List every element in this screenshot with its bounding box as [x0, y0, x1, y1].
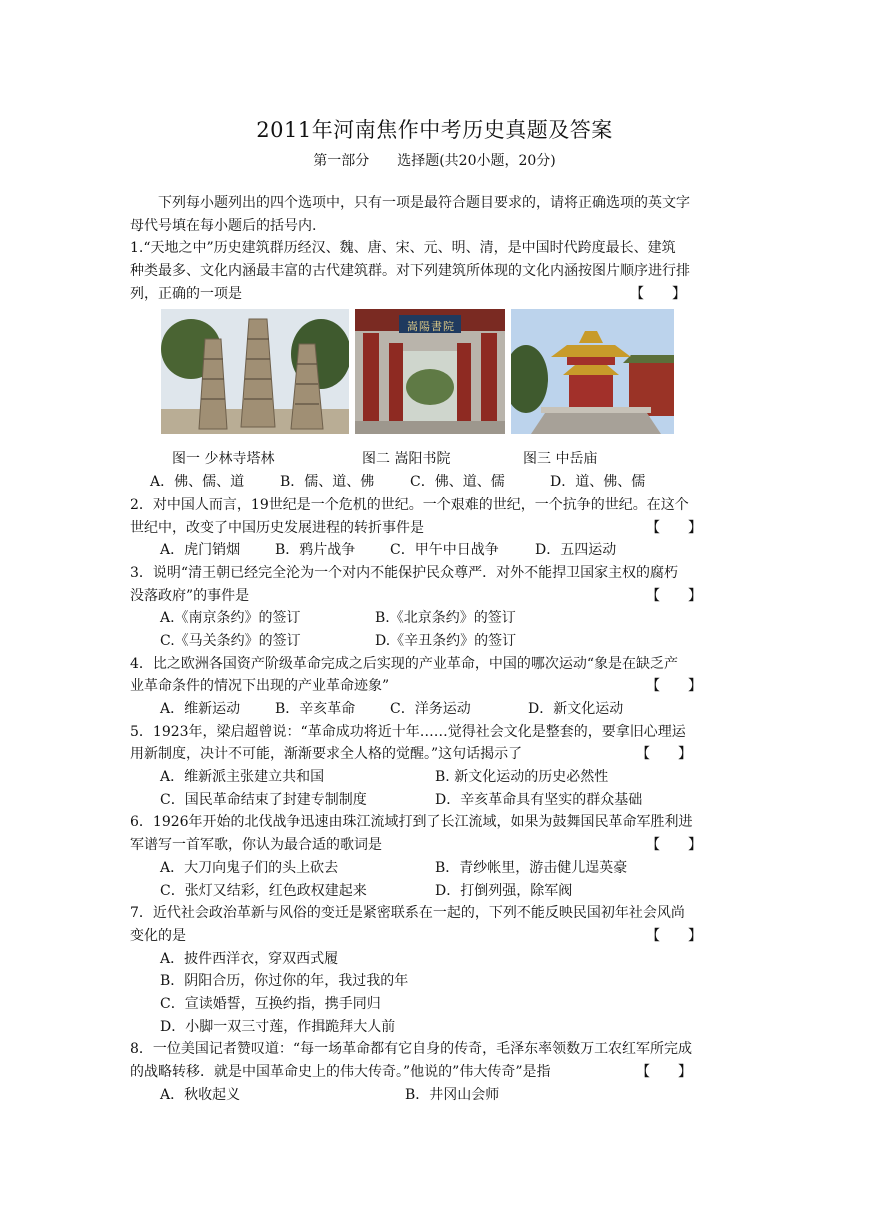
option: A．佛、儒、道 — [150, 474, 245, 491]
q2-line: 2．对中国人而言，19世纪是一个危机的世纪。一个艰难的世纪，一个抗争的世纪。在这个 — [130, 496, 689, 513]
q4-line: 4．比之欧洲各国资产阶级革命完成之后实现的产业革命，中国的哪次运动“象是在缺乏产 — [130, 655, 679, 672]
option: A．大刀向鬼子们的头上砍去 — [160, 859, 339, 876]
q4-stem-end: 业革命条件的情况下出现的产业革命迹象” — [130, 678, 390, 695]
q7-line — [130, 925, 742, 948]
photo-zhongyue-temple — [511, 309, 674, 434]
q1-line: 种类最多、文化内涵最丰富的古代建筑群。对下列建筑所体现的文化内涵按图片顺序进行排 — [130, 263, 690, 280]
option: B．儒、道、佛 — [280, 474, 375, 491]
q5-options-row2 — [130, 789, 742, 812]
photo-songyang-academy — [355, 309, 505, 434]
option: A.《南京条约》的签订 — [160, 610, 301, 627]
option: C．张灯又结彩，红色政权建起来 — [160, 882, 367, 899]
q7-stem-end: 变化的是 — [130, 927, 186, 944]
q2-options — [130, 539, 646, 562]
q5-options-row1 — [130, 766, 636, 789]
photo-captions — [130, 448, 742, 471]
q7-line: 7．近代社会政治革新与风俗的变迁是紧密联系在一起的，下列不能反映民国初年社会风尚 — [130, 905, 685, 922]
page-title: 2011年河南焦作中考历史真题及答案 — [256, 118, 613, 142]
option: B．青纱帐里，游击健儿逞英豪 — [435, 859, 628, 876]
instruction-line: 母代号填在每小题后的括号内. — [130, 217, 317, 234]
option: B．鸦片战争 — [275, 542, 356, 559]
answer-bracket: 【 】 — [646, 678, 702, 695]
option: A．虎门销烟 — [160, 542, 241, 559]
q8-line — [130, 1061, 742, 1084]
option: D.《辛丑条约》的签订 — [375, 632, 517, 649]
option: C．佛、道、儒 — [410, 474, 505, 491]
q1-options — [130, 471, 742, 494]
q3-line: 3．说明“清王朝已经完全沦为一个对内不能保护民众尊严．对外不能捍卫国家主权的腐朽 — [130, 564, 679, 581]
option: D．辛亥革命具有坚实的群众基础 — [435, 791, 643, 808]
option: C．洋务运动 — [390, 701, 471, 717]
option: B.《北京条约》的签订 — [375, 610, 516, 627]
q3-options-row2 — [130, 630, 742, 653]
q5-line: 5．1923年，梁启超曾说：“革命成功将近十年……觉得社会文化是整套的，要拿旧心理运 — [130, 723, 686, 740]
answer-bracket: 【 】 — [636, 1064, 692, 1080]
option: B．井冈山会师 — [405, 1086, 500, 1103]
option: C．宣读婚誓，互换约指，携手同归 — [160, 995, 381, 1012]
answer-bracket: 【 】 — [646, 837, 702, 854]
option: D．打倒列强，除军阀 — [435, 882, 573, 899]
instruction-line: 下列每小题列出的四个选项中，只有一项是最符合题目要求的，请将正确选项的英文字 — [158, 195, 690, 211]
q8-line: 8．一位美国记者赞叹道：“每一场革命都有它自身的传奇，毛泽东率领数万工农红军所完成 — [130, 1041, 693, 1058]
q6-stem-end: 军谱写一首军歌，你认为最合适的歌词是 — [130, 837, 382, 854]
option: D．小脚一双三寸莲，作揖跪拜大人前 — [160, 1018, 396, 1035]
q8-stem-end: 的战略转移．就是中国革命史上的伟大传奇。”他说的”伟大传奇”是指 — [130, 1064, 551, 1080]
answer-bracket: 【 】 — [646, 927, 702, 944]
option: C.《马关条约》的签订 — [160, 632, 301, 649]
option: B. 新文化运动的历史必然性 — [435, 769, 609, 786]
option: A．维新派主张建立共和国 — [160, 769, 325, 786]
option: D．道、佛、儒 — [550, 474, 646, 491]
section-subtitle: 第一部分 选择题(共20小题，20分) — [313, 153, 556, 169]
q6-line: 6．1926年开始的北伐战争迅速由珠江流域打到了长江流域，如果为鼓舞国民革命军胜利进 — [130, 814, 693, 831]
option: D．新文化运动 — [528, 701, 624, 717]
q3-line — [130, 585, 742, 608]
question-body — [130, 192, 742, 1106]
answer-bracket: 【 】 — [646, 587, 702, 604]
caption-fig1: 图一 少林寺塔林 — [172, 451, 275, 468]
q4-options — [130, 698, 646, 721]
option: A．维新运动 — [160, 701, 241, 717]
q2-line — [130, 517, 742, 540]
q5-stem-end: 用新制度，决计不可能，渐渐要求全人格的觉醒。”这句话揭示了 — [130, 746, 523, 763]
option: A．披件西洋衣，穿双西式履 — [160, 950, 339, 967]
caption-fig3: 图三 中岳庙 — [523, 451, 598, 468]
option: B．辛亥革命 — [275, 701, 356, 717]
q1-stem-end: 列，正确的一项是 — [130, 285, 242, 302]
q3-options-row1 — [130, 607, 646, 630]
q1-photos — [130, 309, 742, 444]
q3-stem-end: 没落政府”的事件是 — [130, 587, 250, 604]
q6-options-row1 — [130, 857, 646, 880]
q6-line — [130, 834, 742, 857]
answer-bracket: 【 】 — [630, 285, 686, 302]
caption-fig2: 图二 嵩阳书院 — [362, 451, 451, 468]
photo-shaolin-pagoda-forest — [161, 309, 349, 434]
answer-bracket: 【 】 — [646, 519, 702, 536]
option: C．甲午中日战争 — [390, 542, 499, 559]
answer-bracket: 【 】 — [636, 746, 692, 763]
option: B．阴阳合历，你过你的年，我过我的年 — [160, 973, 409, 990]
q1-line: 1.“天地之中”历史建筑群历经汉、魏、唐、宋、元、明、清，是中国时代跨度最长、建筑 — [130, 240, 676, 257]
option: A．秋收起义 — [160, 1086, 241, 1103]
q5-line — [130, 743, 742, 766]
q4-line — [130, 675, 742, 698]
q2-stem-end: 世纪中，改变了中国历史发展进程的转折事件是 — [130, 519, 424, 536]
option: D．五四运动 — [535, 542, 617, 559]
q1-line — [130, 283, 742, 306]
academy-sign-text: 嵩陽書院 — [407, 320, 455, 334]
q8-options — [130, 1084, 636, 1107]
q6-options-row2 — [130, 880, 742, 903]
option: C．国民革命结束了封建专制制度 — [160, 791, 367, 808]
